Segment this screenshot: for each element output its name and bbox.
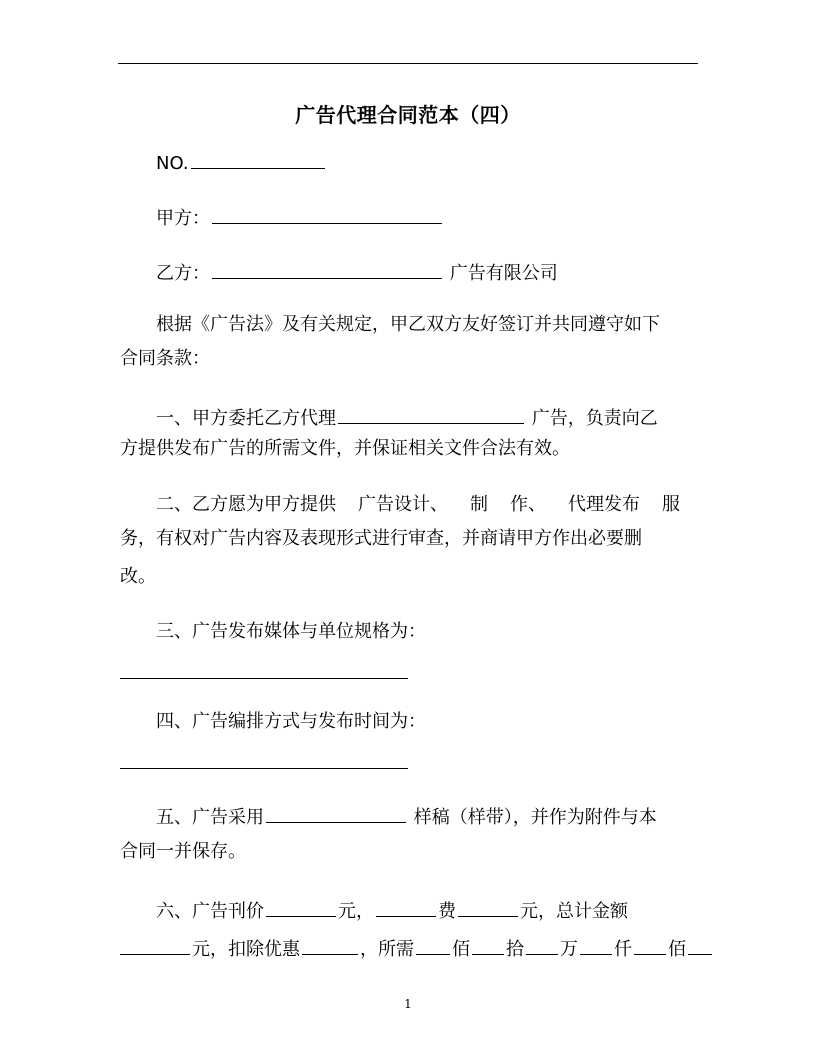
party-a-label: 甲方： (156, 208, 210, 229)
contract-number-label: NO. (156, 153, 189, 174)
clause-6-yuan-3: 元，扣除优惠 (192, 939, 300, 960)
fee-type-blank[interactable] (376, 894, 436, 917)
clause-4-blank[interactable] (120, 768, 408, 769)
amount-shi-blank[interactable] (472, 932, 504, 955)
price-blank[interactable] (266, 894, 336, 917)
clause-6-yuan-1: 元， (338, 901, 374, 922)
clause-1-line-1 (156, 401, 658, 433)
clause-4-line: 四、广告编排方式与发布时间为： (156, 711, 426, 732)
amount-bai-blank[interactable] (416, 932, 450, 955)
party-a-line (156, 201, 444, 233)
clause-6-line-2 (120, 932, 712, 964)
clause-6-yuan-2: 元，总计金额 (520, 901, 628, 922)
amount-bai-2-blank[interactable] (634, 932, 666, 955)
intro-line-1: 根据《广告法》及有关规定，甲乙双方友好签订并共同遵守如下 (156, 314, 660, 335)
clause-1-suffix: 广告，负责向乙 (531, 408, 658, 429)
clause-6-wan: 万 (560, 939, 578, 960)
clause-5-suffix: 样稿（样带），并作为附件与本 (413, 807, 657, 828)
amount-wan-blank[interactable] (526, 932, 558, 955)
clause-2-part: 广告设计、 (358, 494, 448, 515)
clause-1-line-2: 方提供发布广告的所需文件，并保证相关文件合法有效。 (120, 438, 570, 459)
clause-2-line-3: 改。 (120, 566, 156, 587)
clause-2-part: 作、 (510, 494, 546, 515)
party-b-blank[interactable] (212, 256, 442, 279)
clause-6-bai-1: 佰 (452, 939, 470, 960)
amount-qian-blank[interactable] (580, 932, 612, 955)
clause-2-part: 制 (470, 494, 488, 515)
contract-number-line (156, 146, 327, 178)
party-b-line (156, 256, 558, 288)
clause-6-fee: 费 (438, 901, 456, 922)
clause-6-qian: 仟 (614, 939, 632, 960)
clause-2-line-2: 务，有权对广告内容及表现形式进行审查，并商请甲方作出必要删 (120, 528, 642, 549)
clause-2-part: 二、乙方愿为甲方提供 (156, 494, 336, 515)
party-b-suffix: 广告有限公司 (449, 263, 558, 284)
clause-2-line-1 (156, 491, 680, 519)
discount-blank[interactable] (302, 932, 358, 955)
party-a-blank[interactable] (212, 201, 442, 224)
clause-2-part: 服 (662, 494, 680, 515)
party-b-label: 乙方： (156, 263, 210, 284)
clause-1-blank[interactable] (338, 401, 524, 424)
clause-5-line-2: 合同一并保存。 (120, 841, 246, 862)
clause-6-suoxu: ，所需 (360, 939, 414, 960)
intro-line-2: 合同条款： (120, 348, 210, 369)
clause-3-blank[interactable] (120, 678, 408, 679)
clause-5-blank[interactable] (266, 800, 406, 823)
clause-6-prefix: 六、广告刊价 (156, 901, 264, 922)
header-rule (118, 63, 698, 64)
fee-amount-blank[interactable] (458, 894, 518, 917)
clause-6-bai-2: 佰 (668, 939, 686, 960)
clause-6-line-1 (156, 894, 628, 926)
total-blank[interactable] (120, 932, 190, 955)
clause-5-prefix: 五、广告采用 (156, 807, 264, 828)
clause-6-shi: 拾 (506, 939, 524, 960)
clause-2-part: 代理发布 (568, 494, 640, 515)
clause-1-prefix: 一、甲方委托乙方代理 (156, 408, 336, 429)
page-number: 1 (404, 997, 412, 1011)
amount-trailing-blank[interactable] (688, 932, 712, 955)
contract-number-blank[interactable] (191, 146, 325, 169)
clause-5-line-1 (156, 800, 657, 832)
document-title: 广告代理合同范本（四） (295, 103, 521, 127)
clause-3-line: 三、广告发布媒体与单位规格为： (156, 621, 426, 642)
